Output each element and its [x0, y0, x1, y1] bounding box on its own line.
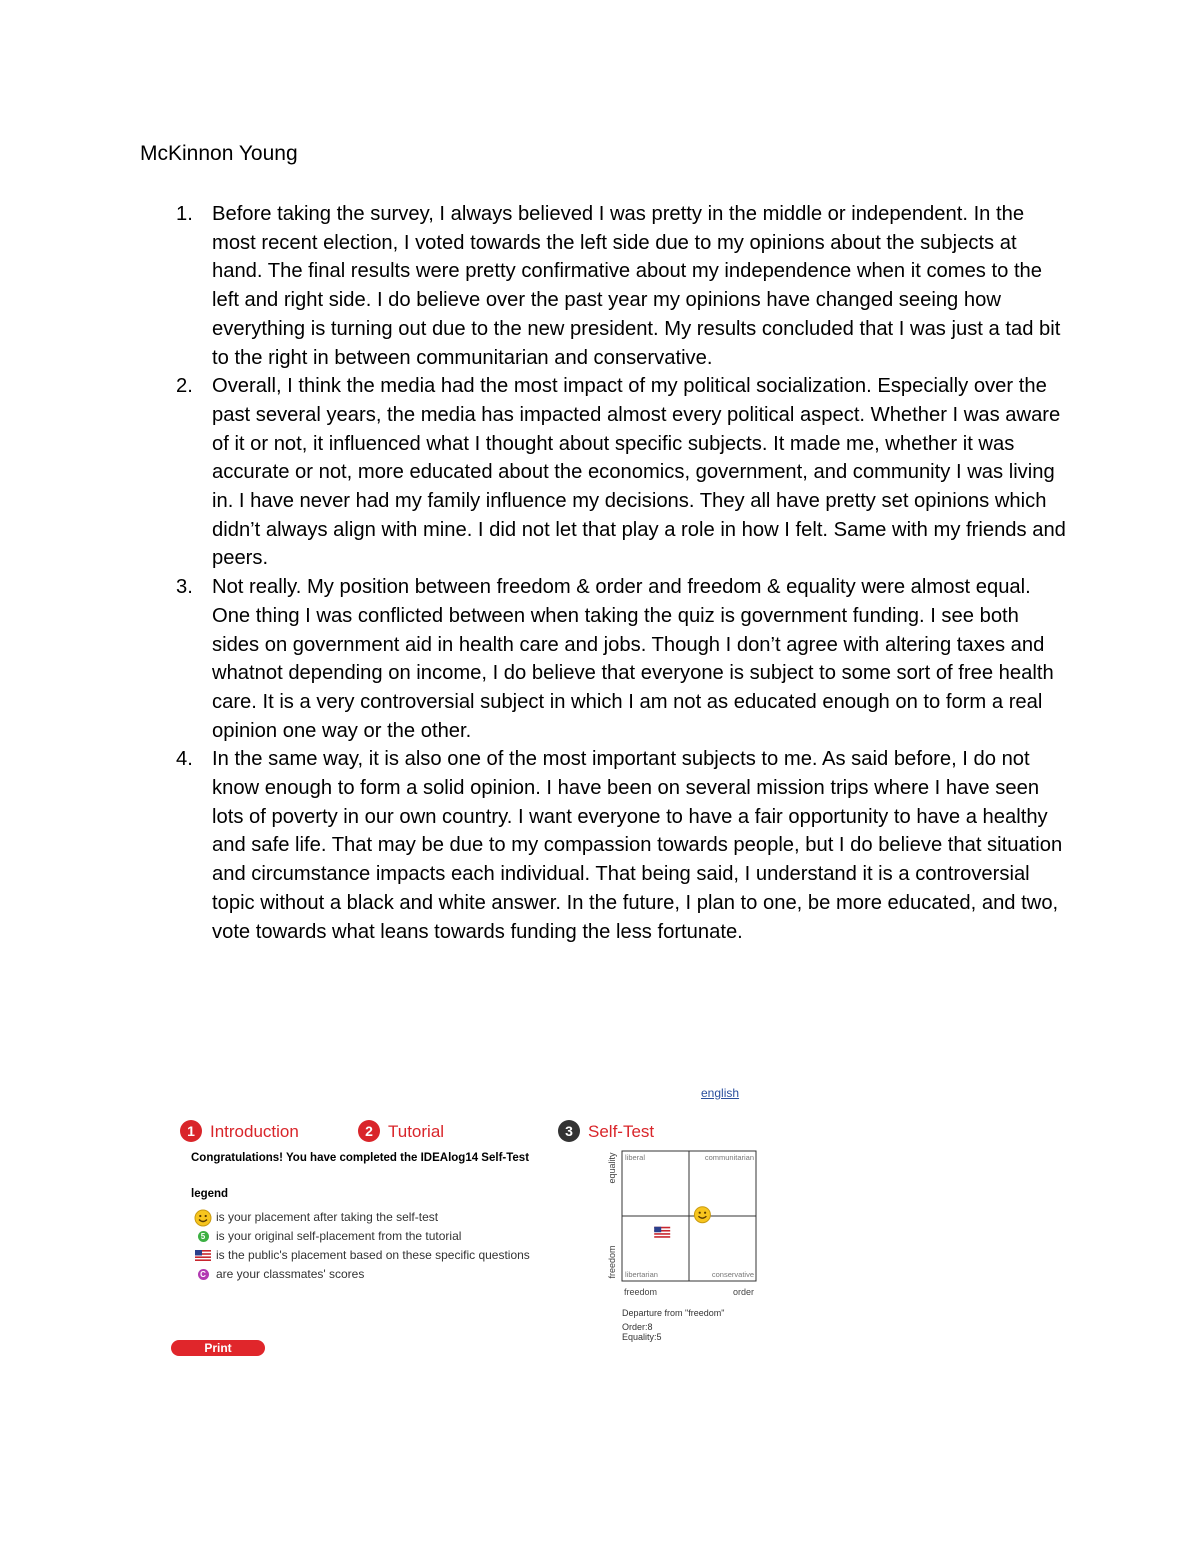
departure-title: Departure from "freedom" — [622, 1308, 725, 1318]
legend-list — [192, 1208, 530, 1284]
item-number: 4. — [176, 748, 193, 771]
legend-text: is your placement after taking the self-test — [216, 1210, 439, 1224]
legend-item — [192, 1246, 530, 1265]
quadrant-label-liberal: liberal — [625, 1153, 646, 1162]
step-label: Introduction — [210, 1122, 299, 1141]
legend-text: is the public's placement based on these specific questions — [216, 1248, 530, 1262]
item-text: Before taking the survey, I always believed I was pretty in the middle or independent. In the most recent election, I voted towards the left side due to my opinions about the subjects at hand. The final results were pretty confirmative about my independence when it comes to the left and right side. I do believe over the past year my opinions have changed seeing how everything is turning out due to the new president. My results concluded that I was just a tad bit to the right in between communitarian and conservative. — [212, 203, 1061, 369]
y-axis-label-freedom: freedom — [607, 1245, 617, 1279]
green-dot-icon: 5 — [192, 1231, 214, 1242]
list-item — [140, 372, 1070, 573]
step-introduction[interactable] — [180, 1120, 299, 1142]
language-link[interactable]: english — [701, 1086, 740, 1100]
departure-equality: Equality:5 — [622, 1332, 662, 1342]
quadrant-label-communitarian: communitarian — [704, 1153, 754, 1162]
us-flag-icon — [192, 1250, 214, 1261]
author-name: McKinnon Young — [140, 142, 298, 165]
purple-dot-icon: C — [192, 1269, 214, 1280]
step-label: Tutorial — [388, 1122, 445, 1141]
item-number: 1. — [176, 203, 193, 225]
departure-values — [622, 1322, 742, 1342]
quiz-result-screenshot — [170, 1080, 770, 1370]
print-button[interactable]: Print — [171, 1340, 265, 1356]
chart-point-self-test — [694, 1207, 710, 1223]
chart-point-public — [654, 1227, 670, 1238]
legend-text: is your original self-placement from the tutorial — [216, 1229, 462, 1243]
legend-item — [192, 1208, 530, 1227]
smiley-icon — [192, 1209, 214, 1227]
legend-item — [192, 1265, 530, 1284]
quadrant-label-libertarian: libertarian — [625, 1270, 658, 1279]
item-number: 3. — [176, 576, 193, 599]
list-item — [140, 573, 1070, 745]
legend-item — [192, 1227, 530, 1246]
step-number-badge: 1 — [180, 1120, 202, 1142]
y-axis-label-equality: equality — [607, 1152, 617, 1184]
x-axis-label-freedom: freedom — [624, 1287, 658, 1297]
step-label: Self-Test — [588, 1122, 655, 1141]
x-axis-label-order: order — [732, 1287, 754, 1297]
step-number-badge: 3 — [558, 1120, 580, 1142]
answer-list — [140, 200, 1070, 946]
item-text: Not really. My position between freedom & order and freedom & equality were almost equal. One thing I was conflicted between when taking the quiz is government funding. I see both sides on government aid in health care and jobs. Though I don’t agree with altering taxes and whatnot depending on income, I do believe that everyone is subject to some sort of free health care. It is a very controversial subject in which I am not as educated enough on to form a real opinion one way or the other. — [212, 576, 1054, 742]
quadrant-label-conservative: conservative — [711, 1270, 754, 1279]
legend-text: are your classmates' scores — [216, 1267, 365, 1281]
list-item — [140, 200, 1070, 372]
step-number-badge: 2 — [358, 1120, 380, 1142]
step-tutorial[interactable] — [358, 1120, 444, 1142]
item-text: Overall, I think the media had the most impact of my political socialization. Especially over the past several years, the media has impacted almost every political aspect. Whether I was aware of it or not, it influenced what I thought about specific subjects. It made me, whether it was accurate or not, more educated about the economics, government, and community I was living in. I have never had my family influence my decisions. They all have pretty set opinions which didn’t always align with mine. I did not let that play a role in how I felt. Same with my friends and peers. — [212, 375, 1066, 570]
departure-order: Order:8 — [622, 1322, 653, 1332]
step-self-test[interactable] — [558, 1120, 654, 1142]
item-text: In the same way, it is also one of the most important subjects to me. As said before, I do not know enough to form a solid opinion. I have been on several mission trips where I have seen lots of poverty in our own country. I want everyone to have a fair opportunity to have a healthy and safe life. That may be due to my compassion towards people, but I do believe that situation and circumstance impacts each individual. That being said, I understand it is a controversial topic without a black and white answer. In the future, I plan to one, be more educated, and two, vote towards what leans towards funding the less fortunate. — [212, 748, 1063, 943]
legend-title: legend — [191, 1188, 229, 1200]
list-item — [140, 745, 1070, 946]
item-number: 2. — [176, 375, 193, 398]
congrats-message: Congratulations! You have completed the IDEAlog14 Self-Test — [191, 1152, 530, 1164]
